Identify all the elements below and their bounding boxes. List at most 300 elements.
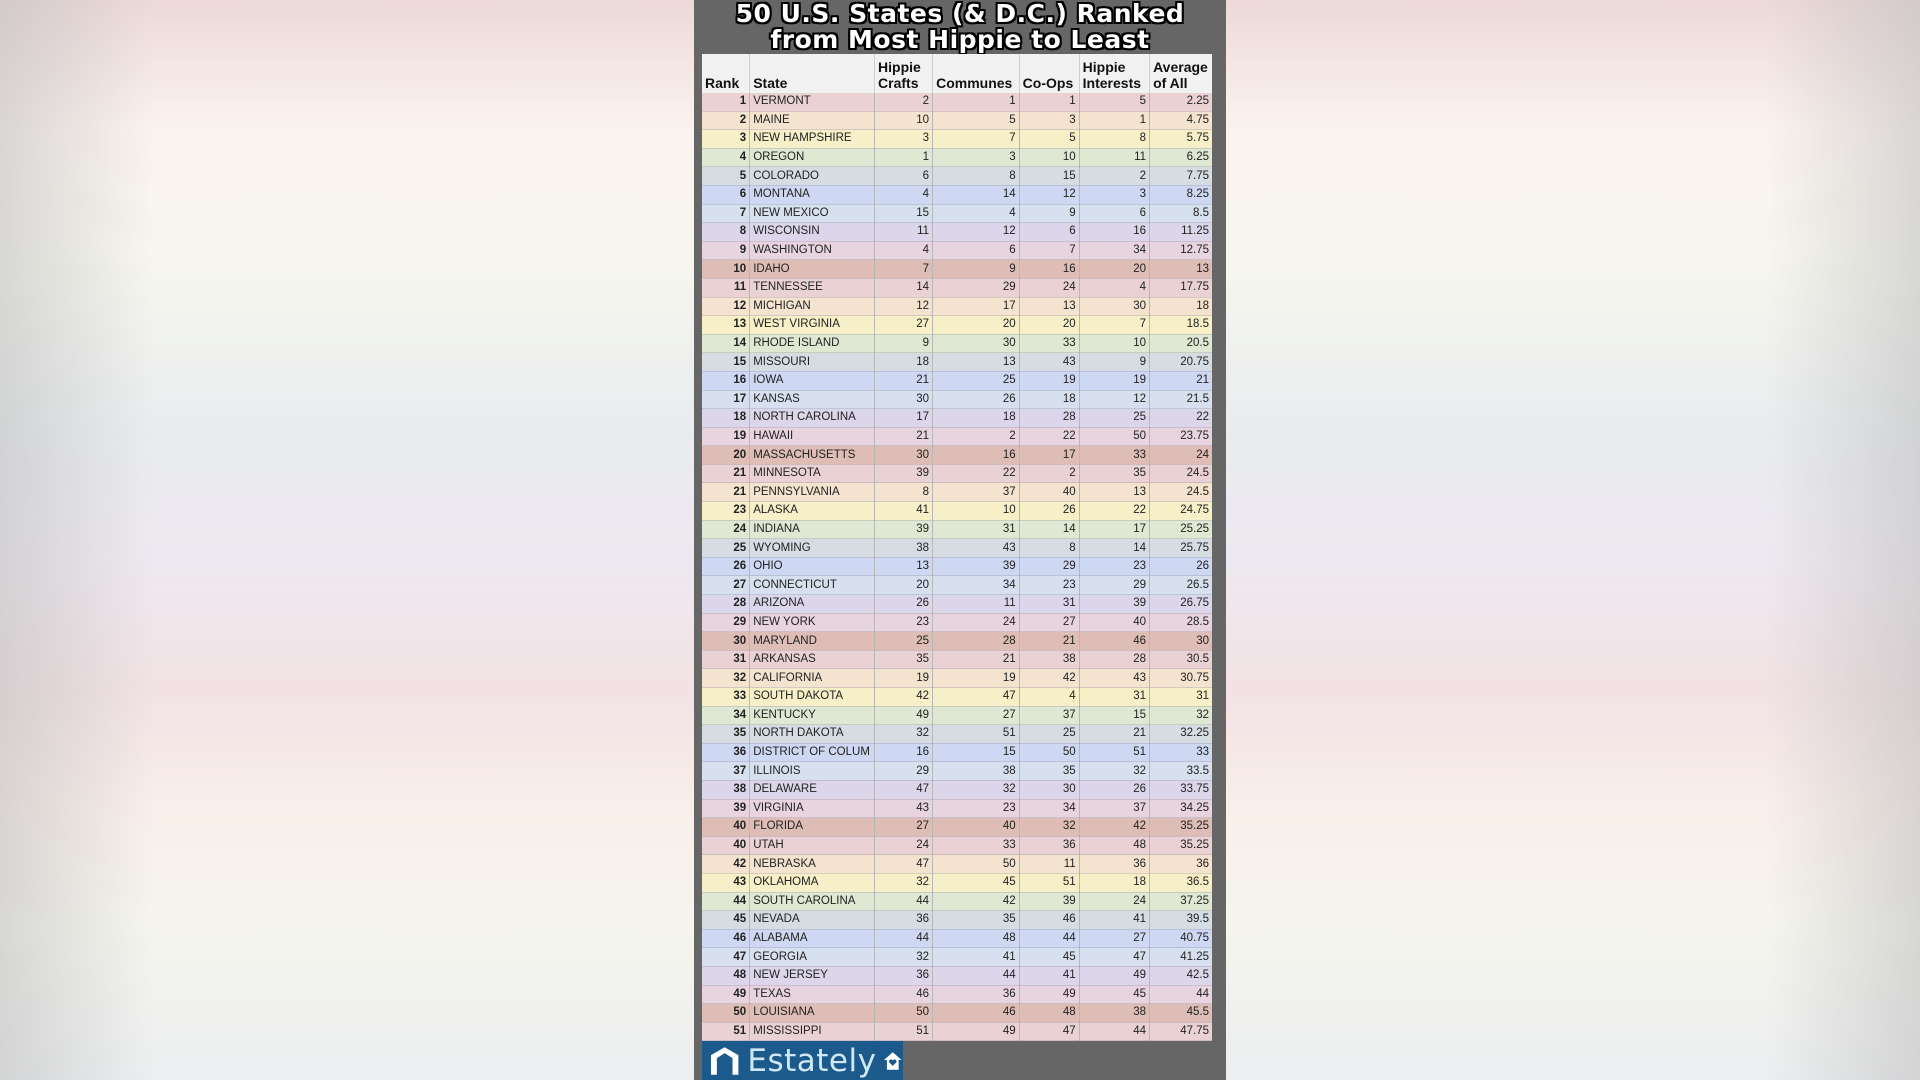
state-cell: SOUTH DAKOTA (750, 688, 875, 707)
state-cell: RHODE ISLAND (750, 334, 875, 353)
hippie-crafts-cell: 44 (875, 929, 933, 948)
table-row (702, 539, 1212, 558)
hippie-interests-cell: 7 (1079, 316, 1149, 335)
communes-cell: 29 (933, 278, 1020, 297)
hippie-crafts-cell: 30 (875, 390, 933, 409)
hippie-interests-cell: 20 (1079, 260, 1149, 279)
communes-cell: 48 (933, 929, 1020, 948)
hippie-interests-cell: 1 (1079, 111, 1149, 130)
table-row (702, 929, 1212, 948)
state-cell: DISTRICT OF COLUM (750, 743, 875, 762)
hippie-crafts-cell: 15 (875, 204, 933, 223)
co-ops-cell: 30 (1019, 780, 1079, 799)
communes-cell: 34 (933, 576, 1020, 595)
rank-cell: 46 (702, 929, 750, 948)
state-cell: OKLAHOMA (750, 873, 875, 892)
rank-cell: 8 (702, 223, 750, 242)
average-cell: 26 (1150, 557, 1212, 576)
hippie-crafts-cell: 26 (875, 595, 933, 614)
rank-cell: 34 (702, 706, 750, 725)
rank-cell: 24 (702, 520, 750, 539)
table-row (702, 130, 1212, 149)
rank-cell: 39 (702, 799, 750, 818)
table-row (702, 167, 1212, 186)
hippie-crafts-cell: 13 (875, 557, 933, 576)
hippie-crafts-cell: 12 (875, 297, 933, 316)
communes-cell: 14 (933, 185, 1020, 204)
table-header-row (702, 54, 1212, 93)
co-ops-cell: 28 (1019, 409, 1079, 428)
co-ops-cell: 11 (1019, 855, 1079, 874)
state-cell: LOUISIANA (750, 1004, 875, 1023)
rank-cell: 23 (702, 502, 750, 521)
hippie-interests-cell: 12 (1079, 390, 1149, 409)
state-cell: MISSISSIPPI (750, 1022, 875, 1041)
state-cell: VIRGINIA (750, 799, 875, 818)
communes-cell: 22 (933, 464, 1020, 483)
table-row (702, 93, 1212, 111)
communes-cell: 51 (933, 725, 1020, 744)
co-ops-cell: 48 (1019, 1004, 1079, 1023)
table-row (702, 743, 1212, 762)
state-cell: MAINE (750, 111, 875, 130)
average-cell: 20.5 (1150, 334, 1212, 353)
average-cell: 12.75 (1150, 241, 1212, 260)
table-row (702, 725, 1212, 744)
hippie-interests-cell: 43 (1079, 669, 1149, 688)
communes-cell: 3 (933, 148, 1020, 167)
average-cell: 21.5 (1150, 390, 1212, 409)
communes-cell: 31 (933, 520, 1020, 539)
co-ops-cell: 5 (1019, 130, 1079, 149)
hippie-crafts-cell: 32 (875, 873, 933, 892)
average-cell: 26.75 (1150, 595, 1212, 614)
average-cell: 18.5 (1150, 316, 1212, 335)
rank-cell: 14 (702, 334, 750, 353)
hippie-interests-cell: 41 (1079, 911, 1149, 930)
rank-cell: 31 (702, 650, 750, 669)
rank-cell: 25 (702, 539, 750, 558)
state-cell: NORTH CAROLINA (750, 409, 875, 428)
state-cell: MASSACHUSETTS (750, 446, 875, 465)
state-cell: ARIZONA (750, 595, 875, 614)
rank-cell: 40 (702, 818, 750, 837)
rank-cell: 1 (702, 93, 750, 111)
rank-cell: 11 (702, 278, 750, 297)
hippie-crafts-cell: 1 (875, 148, 933, 167)
rank-cell: 26 (702, 557, 750, 576)
hippie-crafts-cell: 35 (875, 650, 933, 669)
hippie-interests-cell: 5 (1079, 93, 1149, 111)
state-cell: HAWAII (750, 427, 875, 446)
hippie-interests-cell: 28 (1079, 650, 1149, 669)
rank-cell: 6 (702, 185, 750, 204)
column-header-hippie-crafts: Hippie Crafts (875, 54, 933, 93)
average-cell: 7.75 (1150, 167, 1212, 186)
communes-cell: 17 (933, 297, 1020, 316)
rank-cell: 3 (702, 130, 750, 149)
communes-cell: 44 (933, 966, 1020, 985)
column-header-co-ops: Co-Ops (1019, 54, 1079, 93)
column-header-hippie-interests: Hippie Interests (1079, 54, 1149, 93)
communes-cell: 18 (933, 409, 1020, 428)
table-row (702, 353, 1212, 372)
communes-cell: 45 (933, 873, 1020, 892)
estately-logo (702, 1041, 903, 1080)
co-ops-cell: 14 (1019, 520, 1079, 539)
communes-cell: 8 (933, 167, 1020, 186)
hippie-crafts-cell: 29 (875, 762, 933, 781)
state-cell: NEBRASKA (750, 855, 875, 874)
hippie-interests-cell: 15 (1079, 706, 1149, 725)
average-cell: 34.25 (1150, 799, 1212, 818)
communes-cell: 39 (933, 557, 1020, 576)
hippie-crafts-cell: 4 (875, 241, 933, 260)
rank-cell: 51 (702, 1022, 750, 1041)
state-cell: ALASKA (750, 502, 875, 521)
average-cell: 36 (1150, 855, 1212, 874)
hippie-crafts-cell: 39 (875, 464, 933, 483)
hippie-interests-cell: 8 (1079, 130, 1149, 149)
average-cell: 23.75 (1150, 427, 1212, 446)
hippie-interests-cell: 11 (1079, 148, 1149, 167)
table-row (702, 148, 1212, 167)
table-row (702, 576, 1212, 595)
table-row (702, 632, 1212, 651)
average-cell: 26.5 (1150, 576, 1212, 595)
communes-cell: 15 (933, 743, 1020, 762)
co-ops-cell: 16 (1019, 260, 1079, 279)
hippie-interests-cell: 37 (1079, 799, 1149, 818)
hippie-crafts-cell: 43 (875, 799, 933, 818)
co-ops-cell: 13 (1019, 297, 1079, 316)
rank-cell: 19 (702, 427, 750, 446)
average-cell: 18 (1150, 297, 1212, 316)
state-cell: UTAH (750, 836, 875, 855)
communes-cell: 46 (933, 1004, 1020, 1023)
communes-cell: 36 (933, 985, 1020, 1004)
hippie-interests-cell: 45 (1079, 985, 1149, 1004)
rank-cell: 45 (702, 911, 750, 930)
rank-cell: 47 (702, 948, 750, 967)
hippie-crafts-cell: 23 (875, 613, 933, 632)
hippie-interests-cell: 30 (1079, 297, 1149, 316)
hippie-crafts-cell: 3 (875, 130, 933, 149)
state-cell: MISSOURI (750, 353, 875, 372)
communes-cell: 11 (933, 595, 1020, 614)
co-ops-cell: 20 (1019, 316, 1079, 335)
average-cell: 24.75 (1150, 502, 1212, 521)
hippie-crafts-cell: 2 (875, 93, 933, 111)
table-row (702, 241, 1212, 260)
communes-cell: 2 (933, 427, 1020, 446)
hippie-interests-cell: 13 (1079, 483, 1149, 502)
table-body (702, 93, 1212, 1041)
communes-cell: 6 (933, 241, 1020, 260)
rank-cell: 20 (702, 446, 750, 465)
co-ops-cell: 4 (1019, 688, 1079, 707)
co-ops-cell: 10 (1019, 148, 1079, 167)
communes-cell: 23 (933, 799, 1020, 818)
column-header-communes: Communes (933, 54, 1020, 93)
state-cell: GEORGIA (750, 948, 875, 967)
average-cell: 6.25 (1150, 148, 1212, 167)
average-cell: 30.5 (1150, 650, 1212, 669)
state-cell: OHIO (750, 557, 875, 576)
rank-cell: 40 (702, 836, 750, 855)
table-row (702, 297, 1212, 316)
rank-cell: 29 (702, 613, 750, 632)
average-cell: 8.5 (1150, 204, 1212, 223)
hippie-interests-cell: 16 (1079, 223, 1149, 242)
state-cell: WASHINGTON (750, 241, 875, 260)
state-cell: IDAHO (750, 260, 875, 279)
rank-cell: 10 (702, 260, 750, 279)
co-ops-cell: 12 (1019, 185, 1079, 204)
hippie-crafts-cell: 36 (875, 966, 933, 985)
co-ops-cell: 3 (1019, 111, 1079, 130)
hippie-interests-cell: 27 (1079, 929, 1149, 948)
state-cell: INDIANA (750, 520, 875, 539)
state-cell: NEW JERSEY (750, 966, 875, 985)
average-cell: 33.75 (1150, 780, 1212, 799)
rank-cell: 37 (702, 762, 750, 781)
average-cell: 47.75 (1150, 1022, 1212, 1041)
communes-cell: 21 (933, 650, 1020, 669)
co-ops-cell: 38 (1019, 650, 1079, 669)
hippie-interests-cell: 31 (1079, 688, 1149, 707)
average-cell: 25.25 (1150, 520, 1212, 539)
average-cell: 28.5 (1150, 613, 1212, 632)
average-cell: 40.75 (1150, 929, 1212, 948)
co-ops-cell: 50 (1019, 743, 1079, 762)
communes-cell: 25 (933, 371, 1020, 390)
rank-cell: 27 (702, 576, 750, 595)
table-row (702, 818, 1212, 837)
state-cell: NEVADA (750, 911, 875, 930)
co-ops-cell: 31 (1019, 595, 1079, 614)
table-row (702, 669, 1212, 688)
co-ops-cell: 25 (1019, 725, 1079, 744)
hippie-crafts-cell: 51 (875, 1022, 933, 1041)
average-cell: 20.75 (1150, 353, 1212, 372)
co-ops-cell: 7 (1019, 241, 1079, 260)
table-row (702, 427, 1212, 446)
average-cell: 13 (1150, 260, 1212, 279)
state-cell: DELAWARE (750, 780, 875, 799)
rank-cell: 35 (702, 725, 750, 744)
hippie-interests-cell: 38 (1079, 1004, 1149, 1023)
co-ops-cell: 27 (1019, 613, 1079, 632)
average-cell: 21 (1150, 371, 1212, 390)
average-cell: 22 (1150, 409, 1212, 428)
infographic-panel (694, 0, 1226, 1080)
table-row (702, 204, 1212, 223)
table-row (702, 762, 1212, 781)
average-cell: 11.25 (1150, 223, 1212, 242)
average-cell: 33 (1150, 743, 1212, 762)
communes-cell: 9 (933, 260, 1020, 279)
rank-cell: 4 (702, 148, 750, 167)
average-cell: 37.25 (1150, 892, 1212, 911)
table-row (702, 1004, 1212, 1023)
rank-cell: 2 (702, 111, 750, 130)
state-cell: IOWA (750, 371, 875, 390)
hippie-interests-cell: 26 (1079, 780, 1149, 799)
hippie-interests-cell: 14 (1079, 539, 1149, 558)
hippie-crafts-cell: 44 (875, 892, 933, 911)
rank-cell: 18 (702, 409, 750, 428)
co-ops-cell: 37 (1019, 706, 1079, 725)
average-cell: 2.25 (1150, 93, 1212, 111)
rank-cell: 32 (702, 669, 750, 688)
hippie-interests-cell: 21 (1079, 725, 1149, 744)
column-header-rank: Rank (702, 54, 750, 93)
table-row (702, 520, 1212, 539)
hippie-interests-cell: 34 (1079, 241, 1149, 260)
average-cell: 24 (1150, 446, 1212, 465)
average-cell: 8.25 (1150, 185, 1212, 204)
communes-cell: 40 (933, 818, 1020, 837)
state-cell: COLORADO (750, 167, 875, 186)
table-row (702, 464, 1212, 483)
hippie-crafts-cell: 32 (875, 948, 933, 967)
communes-cell: 12 (933, 223, 1020, 242)
average-cell: 41.25 (1150, 948, 1212, 967)
hippie-crafts-cell: 38 (875, 539, 933, 558)
hippie-crafts-cell: 4 (875, 185, 933, 204)
co-ops-cell: 42 (1019, 669, 1079, 688)
rank-cell: 42 (702, 855, 750, 874)
co-ops-cell: 35 (1019, 762, 1079, 781)
rank-cell: 12 (702, 297, 750, 316)
communes-cell: 35 (933, 911, 1020, 930)
hippie-interests-cell: 24 (1079, 892, 1149, 911)
average-cell: 35.25 (1150, 836, 1212, 855)
state-cell: CALIFORNIA (750, 669, 875, 688)
hippie-interests-cell: 22 (1079, 502, 1149, 521)
hippie-crafts-cell: 17 (875, 409, 933, 428)
co-ops-cell: 49 (1019, 985, 1079, 1004)
communes-cell: 1 (933, 93, 1020, 111)
communes-cell: 20 (933, 316, 1020, 335)
state-cell: WEST VIRGINIA (750, 316, 875, 335)
state-cell: WISCONSIN (750, 223, 875, 242)
communes-cell: 10 (933, 502, 1020, 521)
rank-cell: 48 (702, 966, 750, 985)
table-row (702, 892, 1212, 911)
table-row (702, 836, 1212, 855)
hippie-interests-cell: 33 (1079, 446, 1149, 465)
hippie-crafts-cell: 27 (875, 316, 933, 335)
rank-cell: 16 (702, 371, 750, 390)
average-cell: 39.5 (1150, 911, 1212, 930)
state-cell: WYOMING (750, 539, 875, 558)
hippie-crafts-cell: 46 (875, 985, 933, 1004)
table-row (702, 613, 1212, 632)
hippie-crafts-cell: 32 (875, 725, 933, 744)
hippie-crafts-cell: 24 (875, 836, 933, 855)
communes-cell: 49 (933, 1022, 1020, 1041)
hippie-interests-cell: 29 (1079, 576, 1149, 595)
communes-cell: 50 (933, 855, 1020, 874)
communes-cell: 13 (933, 353, 1020, 372)
hippie-crafts-cell: 36 (875, 911, 933, 930)
hippie-interests-cell: 19 (1079, 371, 1149, 390)
co-ops-cell: 40 (1019, 483, 1079, 502)
table-row (702, 111, 1212, 130)
state-cell: NEW HAMPSHIRE (750, 130, 875, 149)
state-cell: TEXAS (750, 985, 875, 1004)
average-cell: 35.25 (1150, 818, 1212, 837)
state-cell: KENTUCKY (750, 706, 875, 725)
co-ops-cell: 8 (1019, 539, 1079, 558)
communes-cell: 28 (933, 632, 1020, 651)
average-cell: 32 (1150, 706, 1212, 725)
hippie-crafts-cell: 10 (875, 111, 933, 130)
hippie-interests-cell: 18 (1079, 873, 1149, 892)
communes-cell: 37 (933, 483, 1020, 502)
co-ops-cell: 45 (1019, 948, 1079, 967)
hippie-crafts-cell: 50 (875, 1004, 933, 1023)
communes-cell: 32 (933, 780, 1020, 799)
table-row (702, 780, 1212, 799)
co-ops-cell: 2 (1019, 464, 1079, 483)
table-row (702, 446, 1212, 465)
table-row (702, 409, 1212, 428)
rank-cell: 38 (702, 780, 750, 799)
average-cell: 17.75 (1150, 278, 1212, 297)
hippie-crafts-cell: 47 (875, 855, 933, 874)
hippie-interests-cell: 36 (1079, 855, 1149, 874)
table-row (702, 557, 1212, 576)
table-row (702, 873, 1212, 892)
hippie-interests-cell: 2 (1079, 167, 1149, 186)
communes-cell: 42 (933, 892, 1020, 911)
communes-cell: 24 (933, 613, 1020, 632)
hippie-crafts-cell: 27 (875, 818, 933, 837)
rank-cell: 13 (702, 316, 750, 335)
co-ops-cell: 34 (1019, 799, 1079, 818)
table-row (702, 985, 1212, 1004)
communes-cell: 27 (933, 706, 1020, 725)
state-cell: ALABAMA (750, 929, 875, 948)
table-row (702, 502, 1212, 521)
rank-cell: 21 (702, 483, 750, 502)
communes-cell: 43 (933, 539, 1020, 558)
rank-cell: 21 (702, 464, 750, 483)
average-cell: 24.5 (1150, 464, 1212, 483)
hippie-crafts-cell: 8 (875, 483, 933, 502)
average-cell: 44 (1150, 985, 1212, 1004)
brand-name: Estately (747, 1042, 877, 1079)
co-ops-cell: 26 (1019, 502, 1079, 521)
table-row (702, 371, 1212, 390)
table-row (702, 688, 1212, 707)
co-ops-cell: 22 (1019, 427, 1079, 446)
co-ops-cell: 39 (1019, 892, 1079, 911)
hippie-crafts-cell: 42 (875, 688, 933, 707)
hippie-crafts-cell: 11 (875, 223, 933, 242)
hippie-interests-cell: 4 (1079, 278, 1149, 297)
table-row (702, 390, 1212, 409)
hippie-interests-cell: 48 (1079, 836, 1149, 855)
column-header-average: Average of All (1150, 54, 1212, 93)
hippie-interests-cell: 23 (1079, 557, 1149, 576)
table-row (702, 706, 1212, 725)
state-cell: MONTANA (750, 185, 875, 204)
average-cell: 45.5 (1150, 1004, 1212, 1023)
